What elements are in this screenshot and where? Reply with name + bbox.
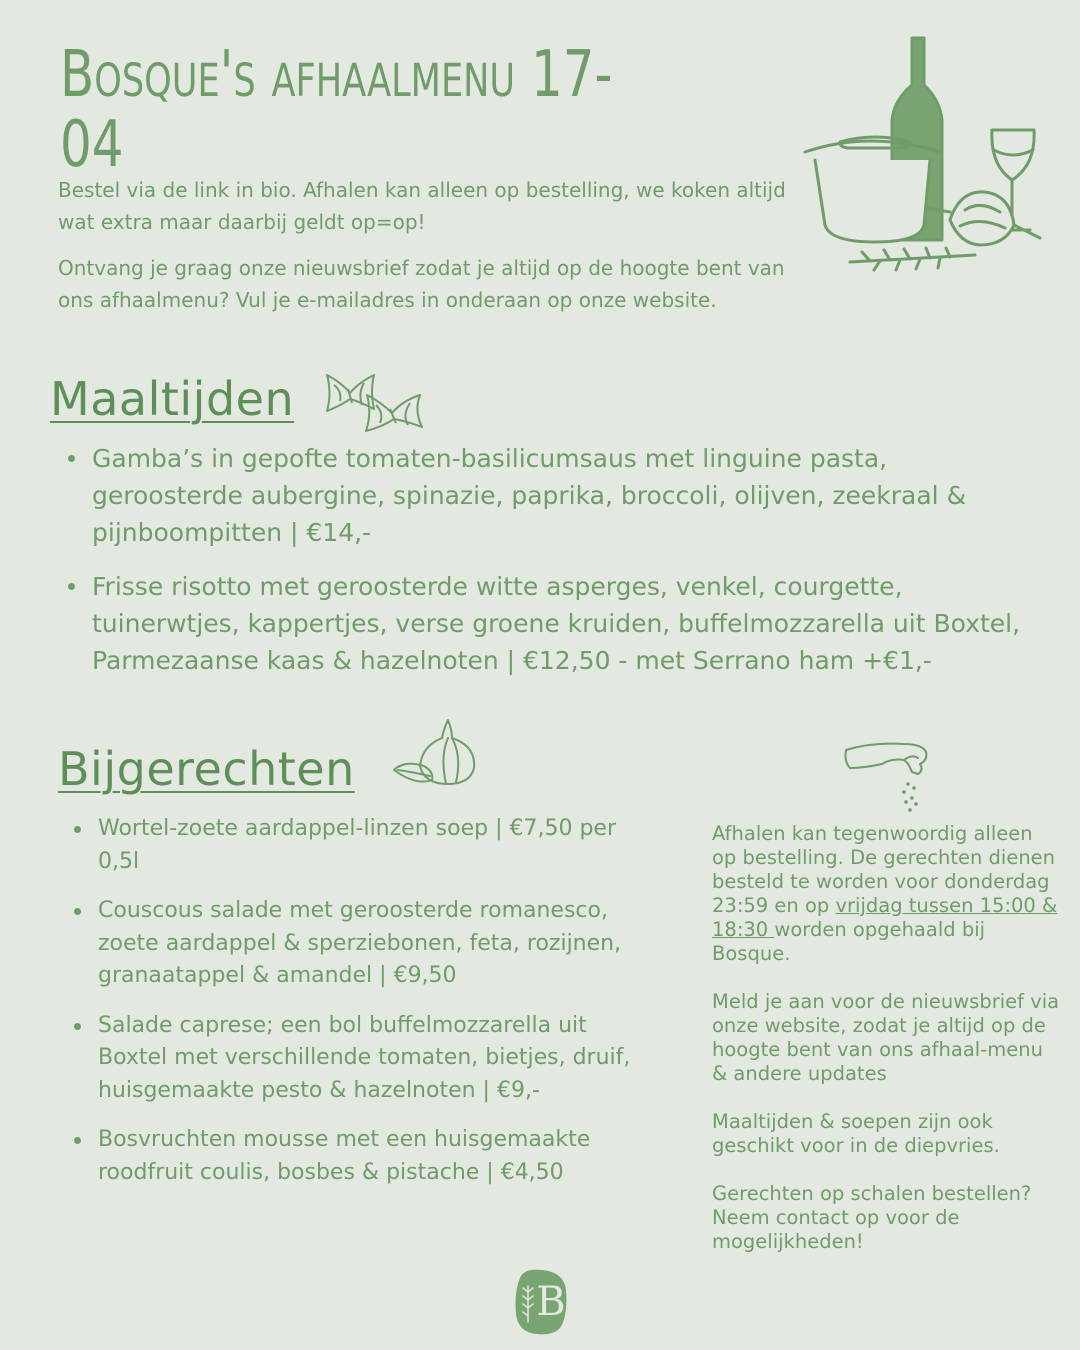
seasoning-hand-icon [842,740,934,816]
list-item: Gamba’s in gepofte tomaten-basilicumsaus met linguine pasta, geroosterde aubergine, spinazie, paprika, broccoli, olijven, zeekraal & pijnboompitten | €14,- [92,440,1032,551]
list-item: Frisse risotto met geroosterde witte asperges, venkel, courgette, tuinerwtjes, kappertjes, verse groene kruiden, buffelmozzarella uit Boxtel, Parmezaanse kaas & hazelnoten | €12,50 - met Serrano ham +€1,- [92,568,1032,679]
meals-list [92,440,1032,696]
meals-heading: Maaltijden [50,372,295,426]
list-item: Bosvruchten mousse met een huisgemaakte roodfruit coulis, bosbes & pistache | €4,50 [98,1124,658,1189]
info-pickup-location: worden opgehaald bij Bosque. [712,918,986,965]
cooking-illustration-icon [800,30,1050,275]
info-freezer: Maaltijden & soepen zijn ook geschikt voor in de diepvries. [712,1110,1000,1157]
list-item: Wortel-zoete aardappel-linzen soep | €7,50 per 0,5l [98,813,658,878]
info-panel [712,822,1062,1278]
garlic-icon [390,716,482,786]
list-item: Couscous salade met geroosterde romanesco, zoete aardappel & sperziebonen, feta, rozijnen, granaatappel & amandel | €9,50 [98,895,658,993]
page-title: Bosque's afhaalmenu 17-04 [60,38,613,183]
sides-list [98,813,658,1206]
list-item: Salade caprese; een bol buffelmozzarella uit Boxtel met verschillende tomaten, bietjes, druif, huisgemaakte pesto & hazelnoten | €9,- [98,1010,658,1108]
logo-letter: B [536,1279,566,1325]
info-catering: Gerechten op schalen bestellen? Neem contact op voor de mogelijkheden! [712,1182,1032,1253]
intro-order-info: Bestel via de link in bio. Afhalen kan alleen op bestelling, we koken altijd wat extra maar daarbij geldt op=op! [58,178,786,234]
intro-newsletter-info: Ontvang je graag onze nieuwsbrief zodat je altijd op de hoogte bent van ons afhaalmenu? Vul je e-mailadres in onderaan op onze website. [58,256,785,312]
farfalle-pasta-icon [322,365,432,435]
info-pickup-text: Afhalen kan tegenwoordig alleen op bestelling. De gerechten dienen besteld te worden voor donderdag 23:59 en op [712,822,1056,917]
pickup-time-link[interactable]: vrijdag tussen 15:00 & 18:30 [712,894,1058,941]
info-pickup [712,822,1062,966]
sides-heading: Bijgerechten [58,742,355,796]
info-newsletter: Meld je aan voor de nieuwsbrief via onze website, zodat je altijd op de hoogte bent van ons afhaal-menu & andere updates [712,990,1060,1085]
